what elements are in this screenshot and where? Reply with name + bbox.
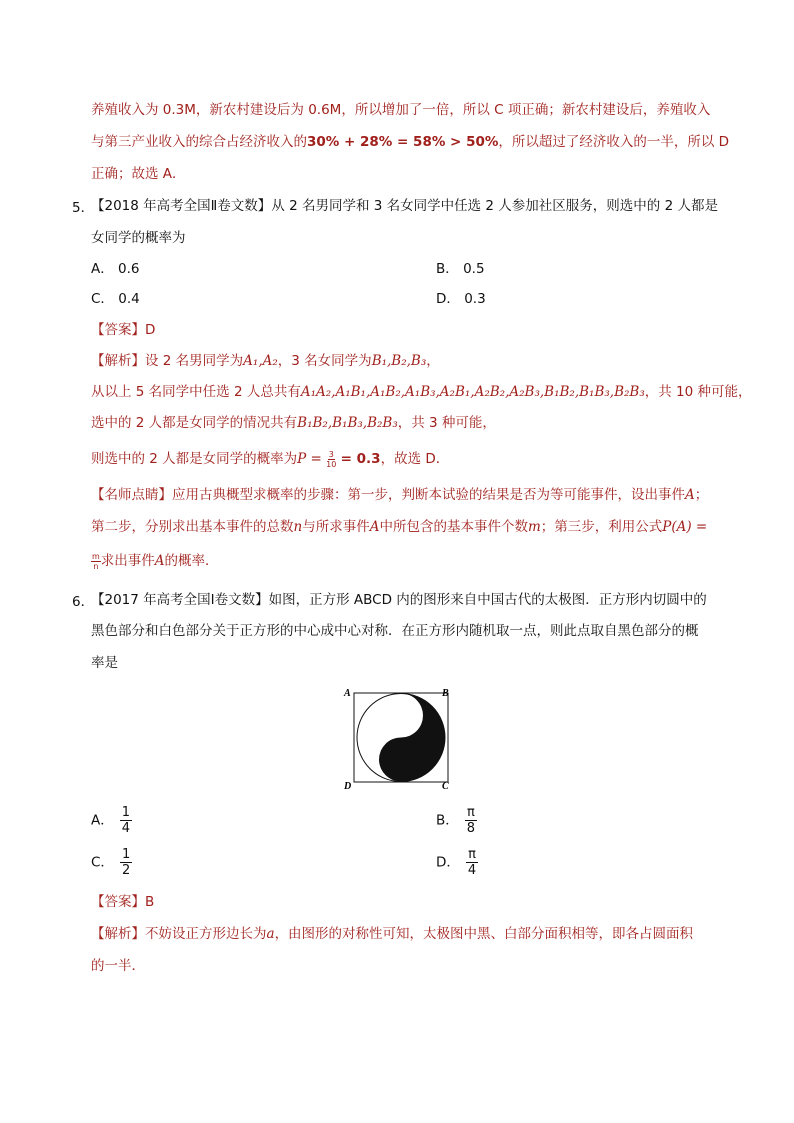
question-5-analysis-line-3: 选中的 2 人都是女同学的情况共有B₁B₂,B₁B₃,B₂B₃，共 3 种可能，: [91, 415, 496, 431]
male-students-math: A₁,A₂: [243, 353, 278, 369]
prev-solution-line-1: 养殖收入为 0.3M，新农村建设后为 0.6M，所以增加了一倍，所以 C 项正确；新农村建设后，养殖收入: [91, 102, 711, 118]
question-6-analysis-line-2: 的一半．: [91, 958, 145, 974]
probability-fraction: $\frac{3}{10}$: [326, 449, 337, 469]
prev-solution-text: ，所以超过了经济收入的一半，所以 D: [498, 134, 730, 150]
analysis-tag: 【解析】: [91, 353, 145, 369]
question-5-analysis-line-2: 从以上 5 名同学中任选 2 人总共有A₁A₂,A₁B₁,A₁B₂,A₁B₃,A₂B₁,A₂B₂,A₂B₃,B₁B₂,B₁B₃,B₂B₃，共 10 种可能，: [91, 384, 752, 400]
question-5-tip-line-2: 第二步，分别求出基本事件的总数n与所求事件A中所包含的基本事件个数m；第三步，利用公式P(A) =: [91, 519, 708, 535]
question-5-analysis-line-1: 【解析】设 2 名男同学为A₁,A₂，3 名女同学为B₁,B₂,B₃，: [91, 353, 440, 369]
yin-yang-symbol: [357, 694, 445, 782]
vertex-label-d: D: [344, 781, 352, 792]
question-6-analysis-line-1: 【解析】不妨设正方形边长为a，由图形的对称性可知，太极图中黑、白部分面积相等，即各占圆面积: [91, 926, 694, 942]
question-5-tip-line-3: $\frac{m}{n}$ 求出事件A的概率．: [92, 551, 219, 571]
question-5-option-b: B． 0.5: [436, 261, 485, 277]
question-5-analysis-line-4: 则选中的 2 人都是女同学的概率为P = $\frac{3}{10}$ = 0.3，故选 D．: [91, 449, 450, 469]
question-5-number: 5．: [72, 200, 95, 216]
question-5-stem-2: 女同学的概率为: [91, 230, 186, 246]
question-5-option-a: A． 0.6: [91, 261, 140, 277]
tip-tag: 【名师点睛】: [91, 487, 172, 503]
female-pairs-math: B₁B₂,B₁B₃,B₂B₃: [297, 415, 398, 431]
vertex-label-c: C: [442, 781, 449, 792]
female-students-math: B₁,B₂,B₃: [371, 353, 427, 369]
question-5-option-c: C． 0.4: [91, 291, 140, 307]
question-6-option-c: C． $\frac{1}{2}$: [91, 847, 131, 878]
question-6-number: 6．: [72, 594, 95, 610]
prev-solution-line-3: 正确；故选 A．: [91, 166, 186, 182]
question-5-option-d: D． 0.3: [436, 291, 486, 307]
question-5-tip-line-1: 【名师点睛】应用古典概型求概率的步骤：第一步，判断本试验的结果是否为等可能事件，设出事件A；: [91, 487, 709, 503]
white-dot: [397, 712, 405, 720]
answer-tag: 【答案】: [91, 322, 145, 338]
vertex-label-a: A: [344, 688, 351, 699]
question-6-stem-1: 【2017 年高考全国Ⅰ卷文数】如图，正方形 ABCD 内的图形来自中国古代的太极图．正方形内切圆中的: [91, 592, 707, 608]
percentage-formula: 30% + 28% = 58% > 50%: [307, 134, 499, 150]
question-6-option-b: B． $\frac{\pi}{8}$: [436, 805, 476, 836]
analysis-tag: 【解析】: [91, 926, 145, 942]
question-6-stem-3: 率是: [91, 655, 118, 671]
prev-solution-text: 与第三产业收入的综合占经济收入的: [91, 134, 307, 150]
black-dot: [397, 756, 405, 764]
prev-solution-line-2: [91, 132, 729, 152]
question-6-stem-2: 黑色部分和白色部分关于正方形的中心成中心对称．在正方形内随机取一点，则此点取自黑色部分的概: [91, 623, 699, 639]
question-5-stem-1: 【2018 年高考全国Ⅱ卷文数】从 2 名男同学和 3 名女同学中任选 2 人参加社区服务，则选中的 2 人都是: [91, 198, 718, 214]
answer-tag: 【答案】: [91, 894, 145, 910]
taiji-figure: [342, 686, 458, 792]
vertex-label-b: B: [442, 688, 449, 699]
question-6-option-d: D． $\frac{\pi}{4}$: [436, 847, 477, 878]
question-6-option-a: A． $\frac{1}{4}$: [91, 805, 131, 836]
question-5-answer: [91, 320, 155, 340]
answer-value: B: [145, 894, 155, 910]
all-pairs-math: A₁A₂,A₁B₁,A₁B₂,A₁B₃,A₂B₁,A₂B₂,A₂B₃,B₁B₂,B₁B₃,B₂B₃: [300, 384, 645, 400]
answer-value: D: [145, 322, 156, 338]
formula-fraction: $\frac{m}{n}$: [92, 551, 100, 571]
question-6-answer: [91, 892, 154, 912]
